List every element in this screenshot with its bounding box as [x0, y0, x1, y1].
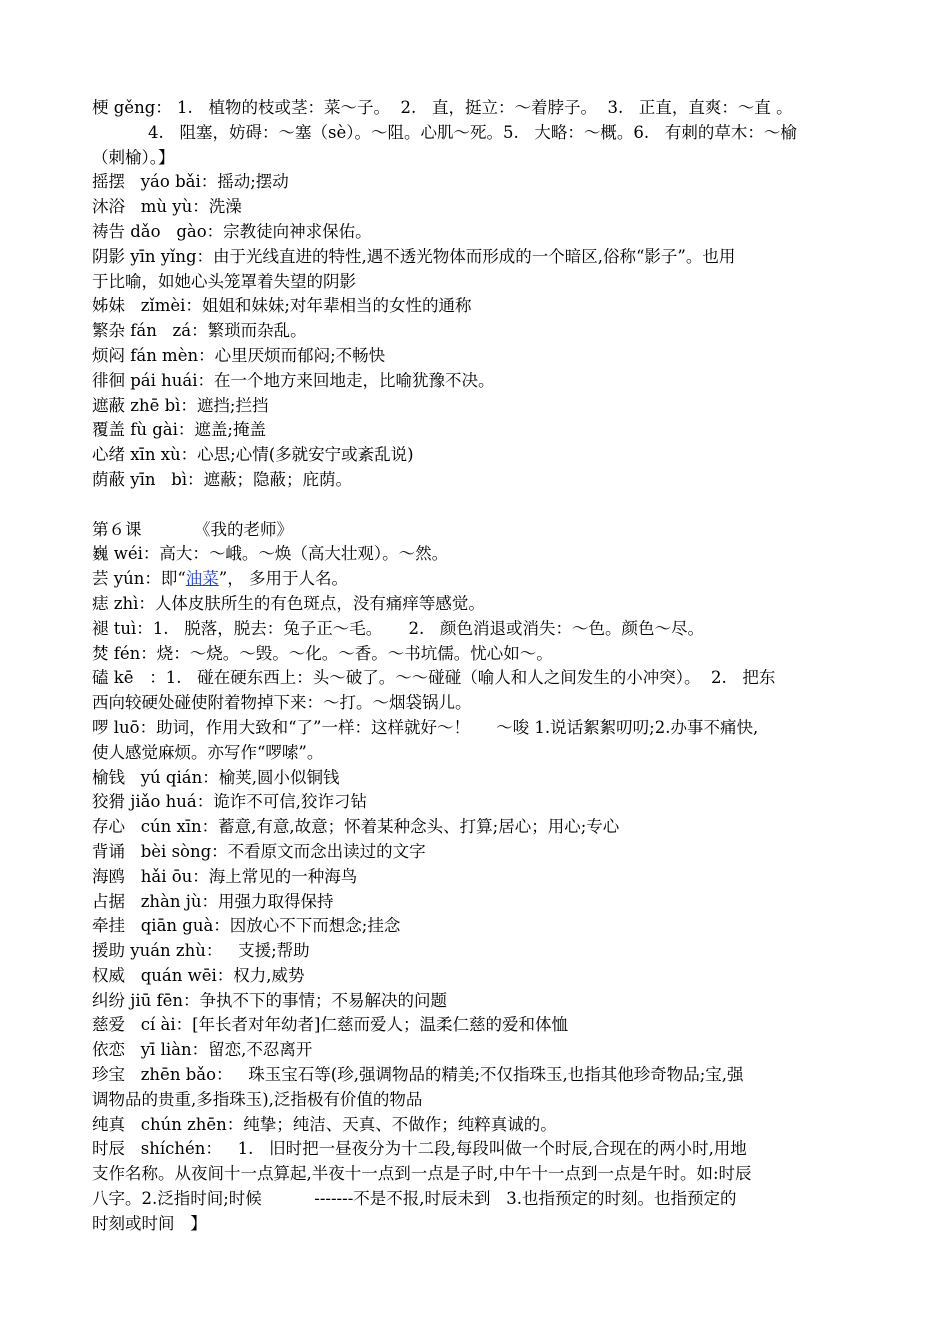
entry-line: 权威 quán wēi：权力,威势	[92, 965, 305, 985]
entry-line: 海鸥 hǎi ōu：海上常见的一种海鸟	[92, 866, 358, 886]
entry-line: 存心 cún xīn：蓄意,有意,故意；怀着某种念头、打算;居心；用心;专心	[92, 817, 620, 837]
entry-line: 时刻或时间 】	[92, 1213, 207, 1233]
entry-line-yun	[92, 567, 882, 592]
entry-line: 时辰 shíchén： 1. 旧时把一昼夜分为十二段,每段叫做一个时辰,合现在的两小时,用地	[92, 1139, 747, 1159]
entry-line: 依恋 yī liàn：留恋,不忍离开	[92, 1040, 313, 1060]
entry-line: 占据 zhàn jù：用强力取得保持	[92, 891, 334, 911]
entry-line: 榆钱 yú qián：榆荚,圆小似铜钱	[92, 767, 340, 787]
entry-text: ”， 多用于人名。	[218, 569, 348, 589]
entry-line: 摇摆 yáo bǎi：摇动;摆动	[92, 172, 289, 192]
entry-line: 珍宝 zhēn bǎo： 珠玉宝石等(珍,强调物品的精美;不仅指珠玉,也指其他珍奇物品;宝,强	[92, 1065, 744, 1085]
entry-line: 4. 阻塞，妨碍：～塞（sè）。～阻。心肌～死。5. 大略：～概。6. 有刺的草木：～榆	[148, 122, 797, 142]
entry-line: 纯真 chún zhēn：纯挚；纯洁、天真、不做作；纯粹真诚的。	[92, 1114, 557, 1134]
lesson-heading: 第６课 《我的老师》	[92, 519, 293, 539]
entry-line: 牵挂 qiān guà：因放心不下而想念;挂念	[92, 916, 401, 936]
entry-line: 背诵 bèi sòng：不看原文而念出读过的文字	[92, 841, 426, 861]
entry-line: 烦闷 fán mèn：心里厌烦而郁闷;不畅快	[92, 345, 386, 365]
entry-line: 使人感觉麻烦。亦写作“啰嗦”。	[92, 742, 324, 762]
entry-line: （刺榆）。】	[92, 147, 175, 167]
entry-line: 阴影 yīn yǐng：由于光线直进的特性,遇不透光物体而形成的一个暗区,俗称“影子”。也用	[92, 246, 736, 266]
entry-line: 啰 luō：助词，作用大致和“了”一样：这样就好～！ ～唆 1.说话絮絮叨叨;2.办事不痛快,	[92, 717, 759, 737]
entry-line: 徘徊 pái huái：在一个地方来回地走，比喻犹豫不决。	[92, 370, 495, 390]
entry-line: 西向较硬处碰使附着物掉下来：～打。～烟袋锅儿。	[92, 693, 472, 713]
document-page	[92, 96, 882, 1237]
entry-line: 纠纷 jiū fēn：争执不下的事情；不易解决的问题	[92, 990, 448, 1010]
entry-line: 繁杂 fán zá：繁琐而杂乱。	[92, 321, 307, 341]
entry-line: 支作名称。从夜间十一点算起,半夜十一点到一点是子时,中午十一点到一点是午时。如:时辰	[92, 1164, 752, 1184]
entry-text: 芸 yún：即“	[92, 569, 186, 589]
entry-line: 焚 fén：烧：～烧。～毁。～化。～香。～书坑儒。忧心如～。	[92, 643, 553, 663]
entry-line: 遮蔽 zhē bì：遮挡;拦挡	[92, 395, 269, 415]
rapeseed-link[interactable]: 油菜	[185, 569, 219, 589]
entry-line: 八字。2.泛指时间;时候 -------不是不报,时辰未到 3.也指预定的时刻。也指预定的	[92, 1189, 737, 1209]
entry-line: 狡猾 jiǎo huá：诡诈不可信,狡诈刁钻	[92, 792, 367, 812]
entry-line: 援助 yuán zhù： 支援;帮助	[92, 941, 310, 961]
entry-line: 梗 gěng： 1. 植物的枝或茎：菜～子。 2. 直，挺立：～着脖子。 3. 正直，直爽：～直 。	[92, 98, 793, 117]
entry-line: 姊妹 zǐmèi：姐姐和妹妹;对年辈相当的女性的通称	[92, 296, 472, 316]
entry-line: 覆盖 fù gài：遮盖;掩盖	[92, 420, 266, 440]
entry-line: 磕 kē ：1. 碰在硬东西上：头～破了。～～碰碰（喻人和人之间发生的小冲突）。 2. 把东	[92, 668, 776, 688]
entry-line: 褪 tuì：1. 脱落，脱去：兔子正～毛。 2. 颜色消退或消失：～色。颜色～尽。	[92, 618, 704, 638]
spacer	[92, 493, 882, 518]
entry-line: 心绪 xīn xù：心思;心情(多就安宁或紊乱说)	[92, 445, 414, 465]
entry-line: 荫蔽 yīn bì：遮蔽；隐蔽；庇荫。	[92, 469, 353, 489]
entry-line: 沐浴 mù yù：洗澡	[92, 197, 242, 217]
entry-line: 于比喻，如她心头笼罩着失望的阴影	[92, 271, 356, 291]
entry-line: 痣 zhì：人体皮肤所生的有色斑点，没有痛痒等感觉。	[92, 593, 485, 613]
entry-line: 调物品的贵重,多指珠玉),泛指极有价值的物品	[92, 1089, 423, 1109]
entry-line: 慈爱 cí ài：[年长者对年幼者]仁慈而爱人；温柔仁慈的爱和体恤	[92, 1015, 568, 1035]
entry-line: 祷告 dǎo gào：宗教徒向神求保佑。	[92, 221, 372, 241]
entry-line: 巍 wéi：高大：～峨。～焕（高大壮观）。～然。	[92, 544, 449, 564]
